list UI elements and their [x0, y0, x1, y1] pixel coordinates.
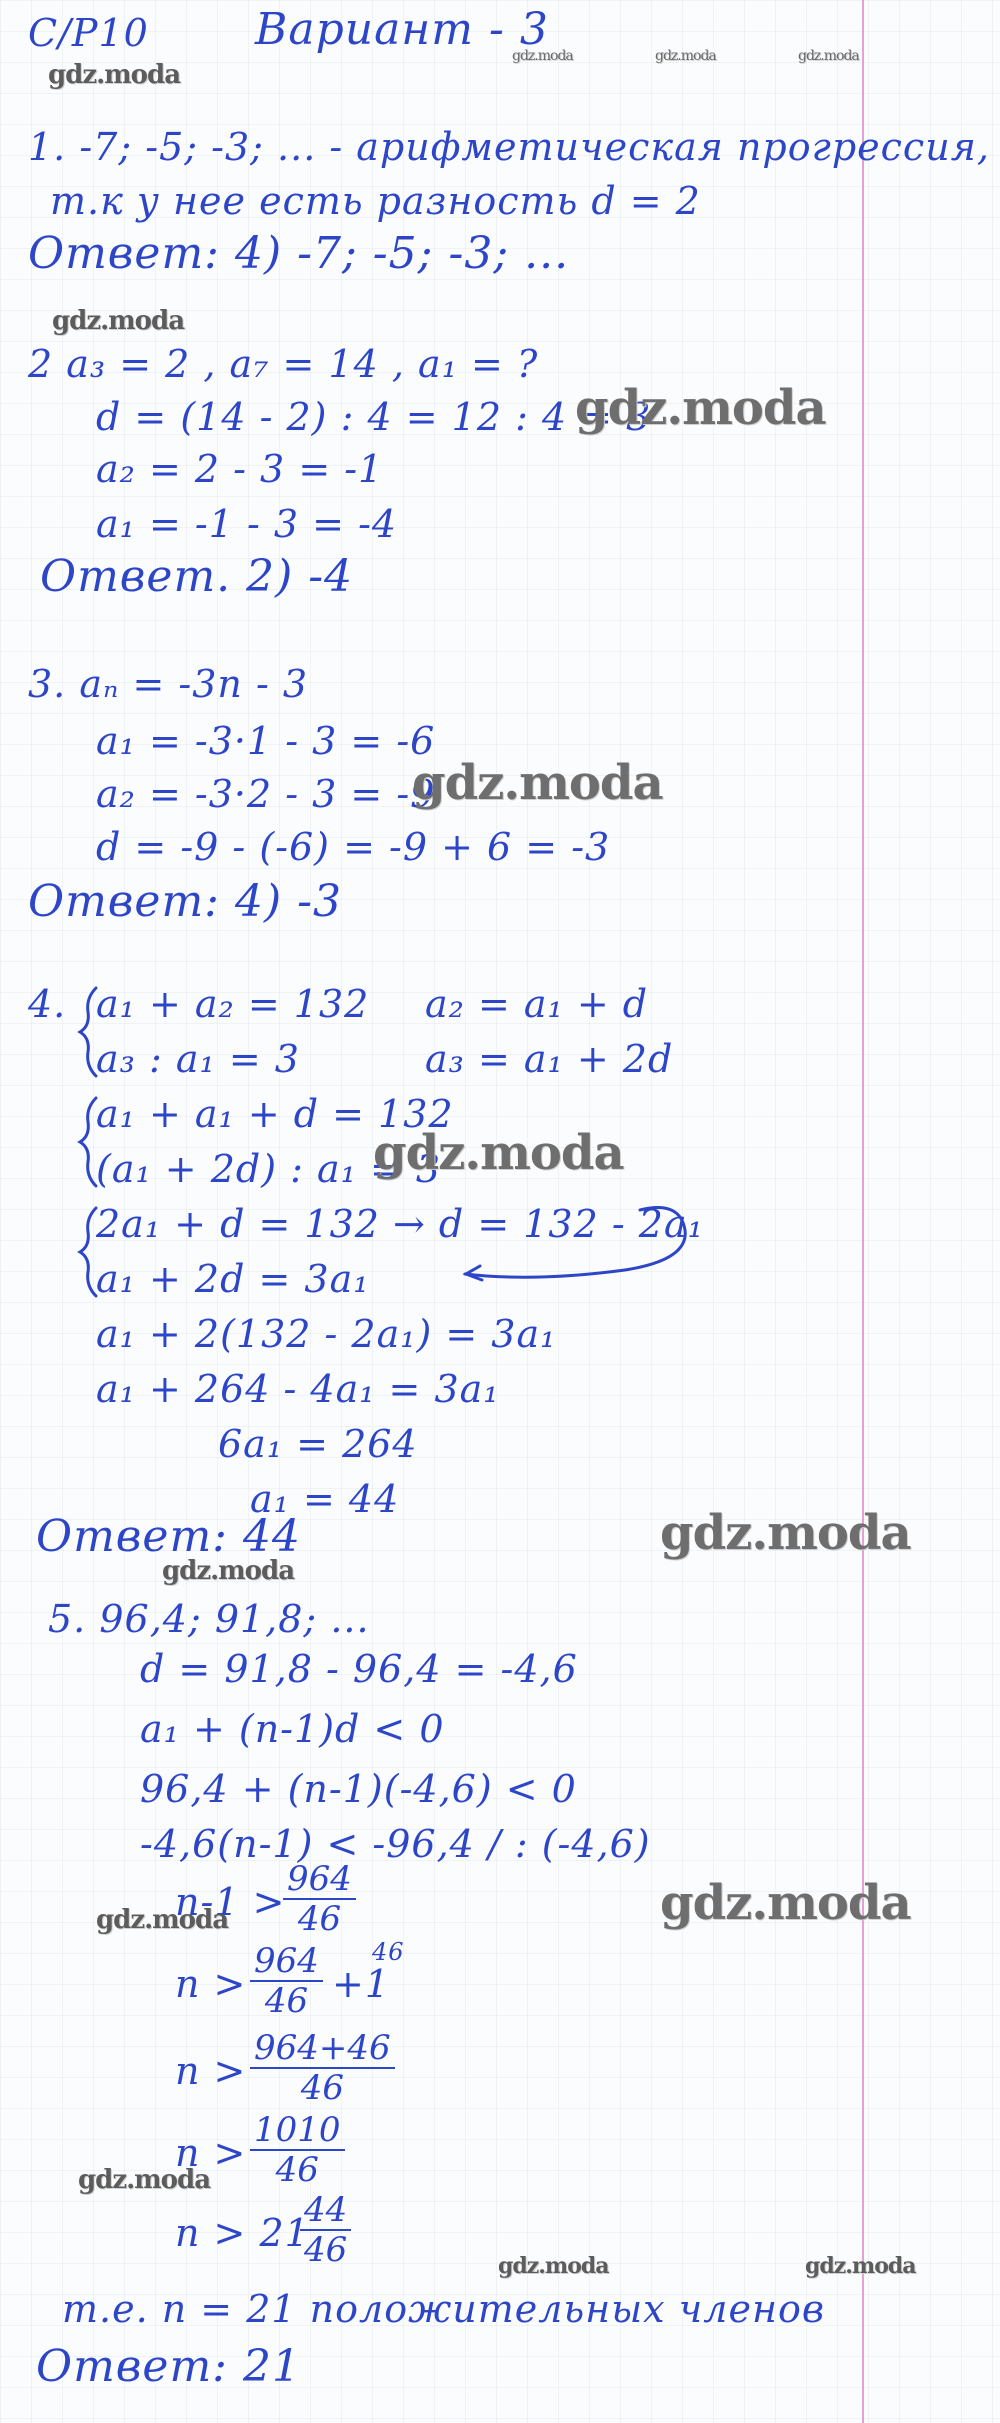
task5-line5: -4,6(n-1) < -96,4 / : (-4,6)	[140, 1822, 651, 1866]
substitution-arrowhead	[466, 1266, 482, 1280]
brace-3	[80, 1208, 96, 1296]
task3-answer: Ответ: 4) -3	[28, 876, 342, 927]
task2-line3: a₂ = 2 - 3 = -1	[96, 447, 384, 491]
task5-ineq4-left: n >	[175, 2131, 247, 2175]
task5-fraction5	[300, 2190, 351, 2270]
watermark: gdz.moda	[48, 60, 181, 90]
task5-ineq2-left: n >	[175, 1962, 247, 2006]
watermark: gdz.moda	[660, 1505, 911, 1561]
task4-line2: a₁ + 264 - 4a₁ = 3a₁	[96, 1367, 500, 1411]
task3-line1: 3. aₙ = -3n - 3	[28, 662, 309, 706]
task5-ineq5-left: n > 21	[175, 2211, 310, 2255]
task4-system2-eq2: (a₁ + 2d) : a₁ = 3	[96, 1147, 442, 1191]
fraction4-numerator: 1010	[250, 2113, 345, 2151]
task4-answer: Ответ: 44	[36, 1511, 301, 1562]
task5-fraction4	[250, 2110, 345, 2190]
watermark: gdz.moda	[655, 48, 716, 64]
watermark: gdz.moda	[96, 1905, 229, 1935]
task4-relation2: a₃ = a₁ + 2d	[425, 1037, 674, 1081]
watermark: gdz.moda	[498, 2253, 609, 2279]
fraction5-denominator: 46	[304, 2230, 348, 2270]
task5-line4: 96,4 + (n-1)(-4,6) < 0	[140, 1767, 577, 1811]
task4-system2-eq1: a₁ + a₁ + d = 132	[96, 1092, 454, 1136]
fraction1-denominator: 46	[297, 1899, 342, 1939]
watermark: gdz.moda	[373, 1125, 624, 1181]
task1-answer: Ответ: 4) -7; -5; -3; ...	[28, 228, 570, 279]
fraction2-denominator: 46	[264, 1981, 309, 2021]
task5-ineq2-plus: +1	[332, 1962, 391, 2006]
task5-fraction3	[250, 2028, 395, 2108]
watermark: gdz.moda	[78, 2165, 211, 2195]
task4-relation1: a₂ = a₁ + d	[425, 982, 649, 1026]
watermark: gdz.moda	[162, 1556, 295, 1586]
task5-fraction1	[283, 1859, 356, 1939]
fraction2-numerator: 964	[250, 1944, 323, 1982]
task4-system3-eq1: 2a₁ + d = 132 → d = 132 - 2a₁	[96, 1202, 704, 1246]
fraction3-numerator: 964+46	[250, 2031, 395, 2069]
watermark: gdz.moda	[412, 755, 663, 811]
task3-line3: a₂ = -3·2 - 3 = -9	[96, 772, 436, 816]
task5-ineq1-left: n-1 >	[175, 1880, 286, 1924]
task5-line2: d = 91,8 - 96,4 = -4,6	[140, 1647, 578, 1691]
watermark: gdz.moda	[52, 306, 185, 336]
task5-ineq3-left: n >	[175, 2049, 247, 2093]
task5-line3: a₁ + (n-1)d < 0	[140, 1707, 445, 1751]
fraction3-denominator: 46	[300, 2068, 344, 2108]
brace-1	[80, 988, 96, 1076]
page-title: С/Р10	[28, 11, 149, 55]
watermark: gdz.moda	[575, 380, 826, 436]
fraction1-numerator: 964	[283, 1862, 356, 1900]
task5-ineq2-factor: 46	[372, 1938, 405, 1966]
task1-line1: 1. -7; -5; -3; ... - арифметическая прогрессия,	[28, 125, 990, 169]
task5-answer: Ответ: 21	[36, 2341, 301, 2392]
task4-line4: a₁ = 44	[250, 1477, 400, 1521]
task2-answer: Ответ. 2) -4	[40, 551, 354, 602]
variant-label: Вариант - 3	[255, 4, 549, 55]
task2-line1: 2 a₃ = 2 , a₇ = 14 , a₁ = ?	[28, 342, 539, 386]
watermark: gdz.moda	[660, 1875, 911, 1931]
task3-line4: d = -9 - (-6) = -9 + 6 = -3	[96, 825, 611, 869]
watermark: gdz.moda	[805, 2253, 916, 2279]
substitution-arrow	[465, 1208, 685, 1278]
task4-number: 4.	[28, 982, 67, 1026]
task5-conclusion: т.е. n = 21 положительных членов	[62, 2287, 825, 2331]
brace-2	[80, 1098, 96, 1186]
task4-system1-eq1: a₁ + a₂ = 132	[96, 982, 370, 1026]
fraction5-numerator: 44	[300, 2193, 351, 2231]
task2-line4: a₁ = -1 - 3 = -4	[96, 502, 398, 546]
task3-line2: a₁ = -3·1 - 3 = -6	[96, 719, 436, 763]
task4-line3: 6a₁ = 264	[218, 1422, 418, 1466]
task4-line1: a₁ + 2(132 - 2a₁) = 3a₁	[96, 1312, 557, 1356]
fraction4-denominator: 46	[275, 2150, 319, 2190]
watermark: gdz.moda	[512, 48, 573, 64]
task2-line2: d = (14 - 2) : 4 = 12 : 4 = 3	[96, 395, 652, 439]
task5-line1: 5. 96,4; 91,8; ...	[48, 1597, 370, 1641]
task4-system1-eq2: a₃ : a₁ = 3	[96, 1037, 300, 1081]
task5-fraction2	[250, 1941, 323, 2021]
task1-line2: т.к у нее есть разность d = 2	[50, 179, 701, 223]
watermark: gdz.moda	[798, 48, 859, 64]
task4-system3-eq2: a₁ + 2d = 3a₁	[96, 1257, 370, 1301]
